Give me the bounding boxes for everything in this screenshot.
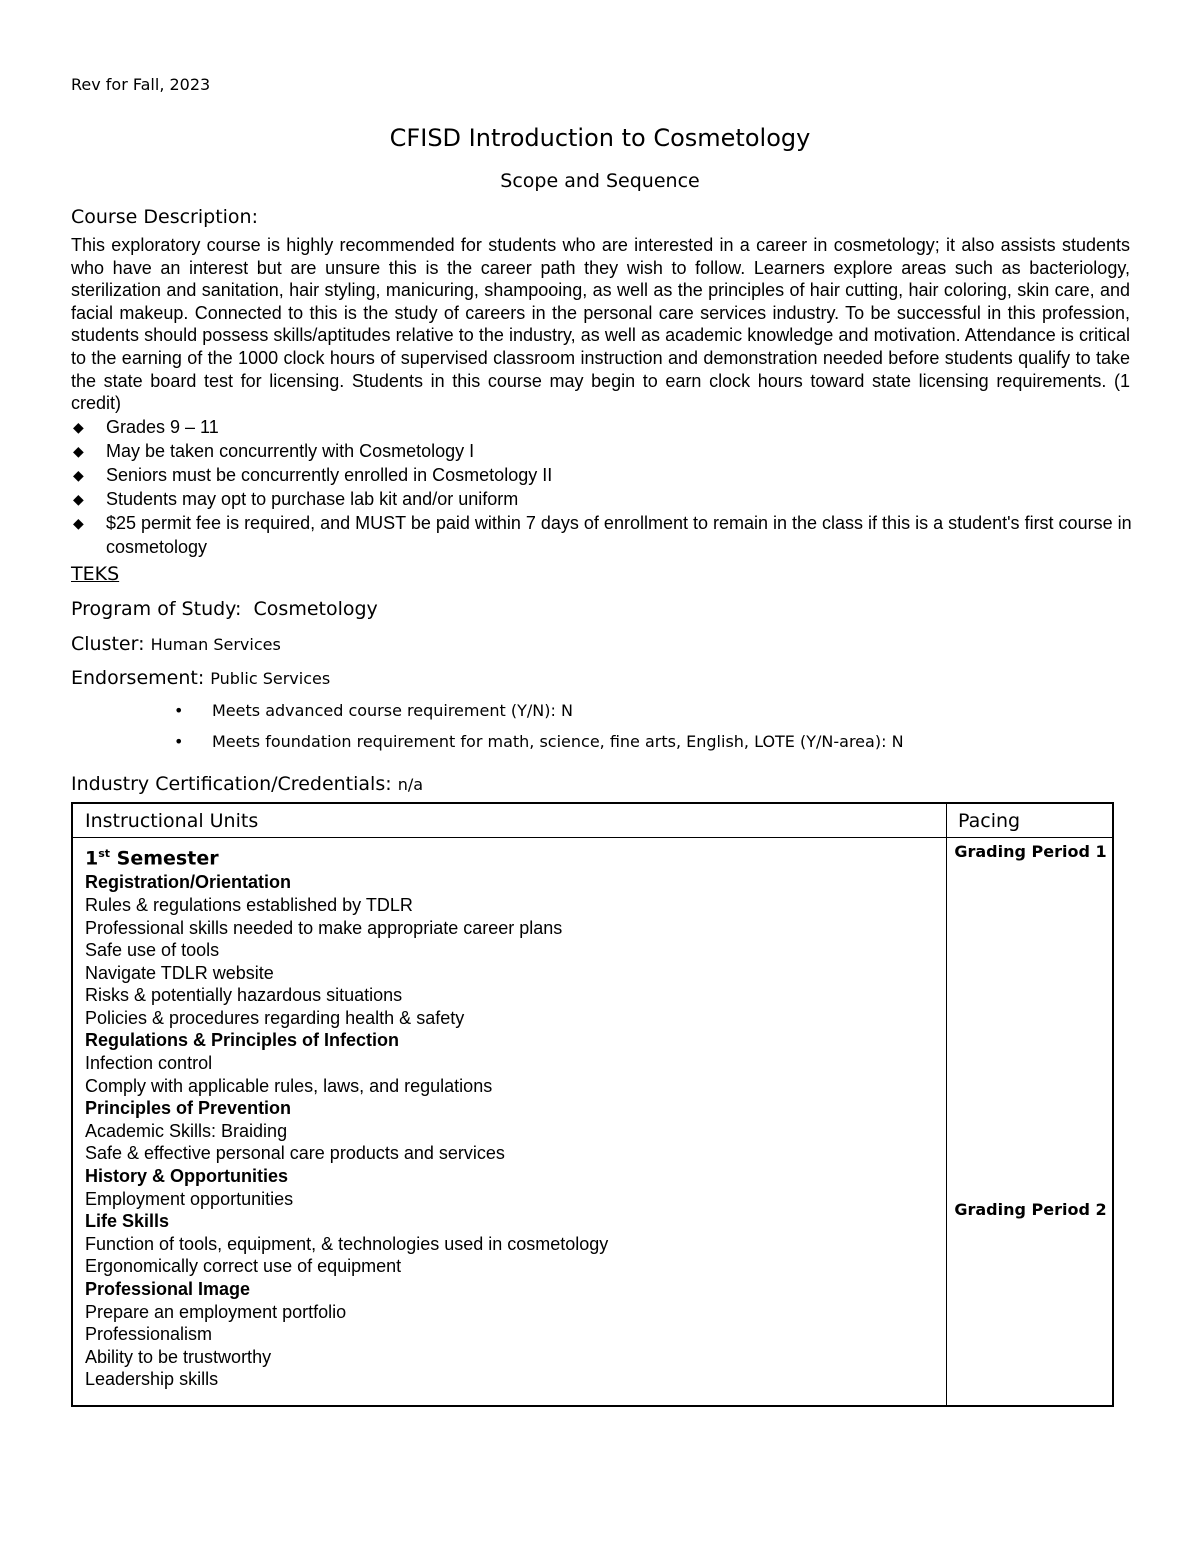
list-item: ◆ Grades 9 – 11 [73,417,219,437]
cluster-line [71,633,281,655]
page-title: CFISD Introduction to Cosmetology [389,124,811,152]
unit-section-heading: Registration/Orientation [85,872,292,893]
list-item: ◆ $25 permit fee is required, and MUST be paid within 7 days of enrollment to remain in the class if this is a student's first course in cosmetology [73,513,1132,557]
diamond-bullet-icon: ◆ [73,443,84,459]
column-divider [946,804,947,1405]
unit-item: Leadership skills [85,1369,219,1390]
requirements-list [174,698,904,760]
course-bullet-list [71,415,1151,559]
list-item: ◆ Students may opt to purchase lab kit and/or uniform [73,489,519,509]
units-cell [85,841,935,1391]
industry-value: n/a [397,775,424,794]
unit-section-heading: Principles of Prevention [85,1098,292,1119]
unit-item: Ability to be trustworthy [85,1346,272,1367]
diamond-bullet-icon: ◆ [73,467,84,483]
unit-item: Ergonomically correct use of equipment [85,1256,402,1277]
teks-link[interactable]: TEKS [71,563,120,585]
unit-item: Safe use of tools [85,940,220,961]
unit-item: Policies & procedures regarding health & safety [85,1007,465,1028]
cluster-value: Human Services [150,635,281,654]
endorsement-line [71,667,330,689]
unit-item: Academic Skills: Braiding [85,1120,288,1141]
unit-item: Professional skills needed to make appropriate career plans [85,917,563,938]
unit-section-heading: Life Skills [85,1211,170,1232]
header-divider [73,837,1112,838]
unit-section-heading: Professional Image [85,1279,251,1300]
unit-item: Safe & effective personal care products and services [85,1143,505,1164]
diamond-bullet-icon: ◆ [73,419,84,435]
grading-period-1: Grading Period 1 [954,842,1107,861]
list-item: • Meets advanced course requirement (Y/N): N [174,698,904,729]
bullet-dot-icon: • [174,701,184,720]
program-label: Program of Study: [71,598,242,620]
program-value: Cosmetology [253,598,378,620]
revision-note: Rev for Fall, 2023 [71,75,211,94]
unit-item: Navigate TDLR website [85,962,274,983]
endorsement-label: Endorsement: [71,667,205,689]
list-item: • Meets foundation requirement for math, science, fine arts, English, LOTE (Y/N-area): N [174,729,904,760]
unit-section-heading: Regulations & Principles of Infection [85,1030,400,1051]
unit-item: Rules & regulations established by TDLR [85,894,413,915]
list-item: ◆ May be taken concurrently with Cosmetology I [73,441,475,461]
endorsement-value: Public Services [210,669,331,688]
unit-item: Infection control [85,1053,213,1074]
course-description-heading: Course Description: [71,206,258,228]
industry-label: Industry Certification/Credentials: [71,773,392,795]
unit-section-heading: History & Opportunities [85,1166,289,1187]
unit-item: Prepare an employment portfolio [85,1301,347,1322]
table-header-pacing: Pacing [958,810,1021,832]
unit-item: Employment opportunities [85,1188,294,1209]
table-header-units: Instructional Units [85,810,259,832]
semester-heading: 1st Semester [85,847,219,870]
industry-certification [71,773,423,795]
diamond-bullet-icon: ◆ [73,491,84,507]
page-subtitle: Scope and Sequence [500,170,700,192]
unit-list [85,871,935,1391]
program-of-study [71,598,378,620]
list-item: ◆ Seniors must be concurrently enrolled in Cosmetology II [73,465,553,485]
grading-period-2: Grading Period 2 [954,1200,1107,1219]
course-description: This exploratory course is highly recommended for students who are interested in a career in cosmetology; it also assists students who have an interest but are unsure this is the career path they wish to follow. Learners explore areas such as bacteriology, sterilization and sanitation, hair styling, manicuring, shampooing, as well as the principles of hair cutting, hair coloring, skin care, and facial makeup. Connected to this is the study of careers in the personal care services industry. To be successful in this profession, students should possess skills/aptitudes relative to the industry, as well as academic knowledge and motivation. Attendance is critical to the earning of the 1000 clock hours of supervised classroom instruction and demonstration needed before students qualify to take the state board test for licensing. Students in this course may begin to earn clock hours toward state licensing requirements. (1 credit) [71,235,1130,414]
unit-item: Professionalism [85,1324,213,1345]
diamond-bullet-icon: ◆ [73,515,84,531]
bullet-dot-icon: • [174,732,184,751]
unit-item: Function of tools, equipment, & technologies used in cosmetology [85,1233,609,1254]
unit-item: Comply with applicable rules, laws, and regulations [85,1075,493,1096]
unit-item: Risks & potentially hazardous situations [85,985,403,1006]
cluster-label: Cluster: [71,633,145,655]
instructional-units-table [71,802,1114,1407]
